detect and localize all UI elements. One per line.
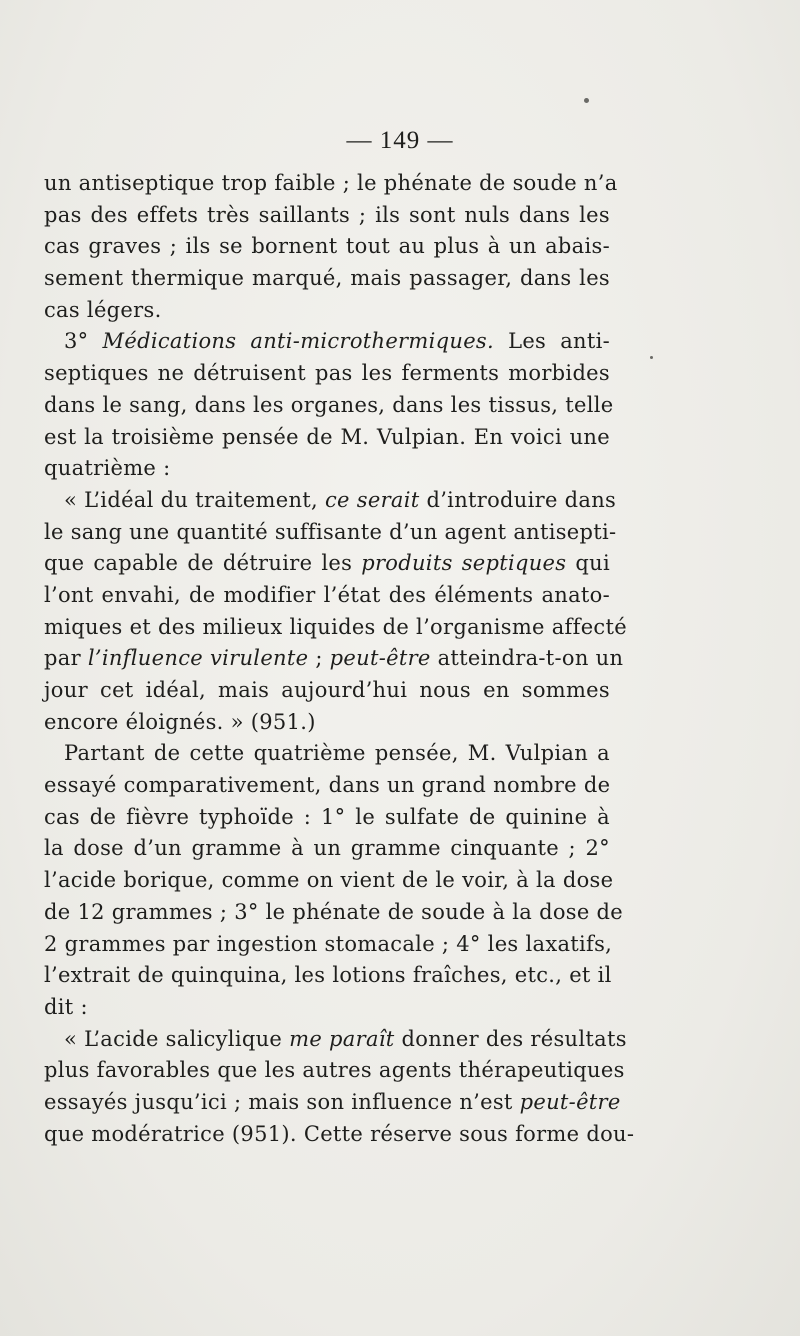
text-run: essayés jusqu’ici ; mais son influence n’est xyxy=(44,1089,520,1114)
page-number: — 149 — xyxy=(346,127,454,154)
italic-text: me paraît xyxy=(289,1026,395,1051)
text-run: essayé comparativement, dans un grand nombre de xyxy=(44,773,611,798)
ink-speck xyxy=(584,98,589,103)
text-run: « L’idéal du traitement, xyxy=(64,487,325,512)
text-run: que capable de détruire les xyxy=(44,551,362,576)
text-run: d’introduire dans xyxy=(419,487,617,512)
text-line xyxy=(44,929,613,961)
text-run: pas des effets très saillants ; ils sont nuls dans les xyxy=(44,202,610,227)
text-run: miques et des milieux liquides de l’organisme affecté xyxy=(44,614,627,639)
text-run: dit : xyxy=(44,994,88,1019)
text-line xyxy=(44,897,624,929)
text-line xyxy=(44,263,610,295)
text-run: de 12 grammes ; 3° le phénate de soude à la dose de xyxy=(44,899,624,924)
text-line xyxy=(44,358,610,390)
text-run: l’ont envahi, de modifier l’état des éléments anato- xyxy=(44,582,610,607)
text-line xyxy=(44,1087,621,1119)
text-line xyxy=(44,548,610,580)
text-run: l’acide borique, comme on vient de le voir, à la dose xyxy=(44,868,614,893)
text-run: plus favorables que les autres agents thérapeutiques xyxy=(44,1058,625,1083)
italic-text: peut-être xyxy=(519,1089,621,1114)
text-line xyxy=(44,453,610,485)
text-run: cas de fièvre typhoïde : 1° le sulfate de quinine à xyxy=(44,804,610,829)
text-line xyxy=(44,390,614,422)
text-run: Partant de cette quatrième pensée, M. Vulpian a xyxy=(64,741,610,766)
text-line xyxy=(44,960,610,992)
italic-text: ce serait xyxy=(325,487,420,512)
text-line xyxy=(44,865,614,897)
text-run: quatrième : xyxy=(44,456,171,481)
text-line xyxy=(44,168,618,200)
text-line xyxy=(44,1024,627,1056)
text-line xyxy=(44,612,627,644)
text-line xyxy=(44,738,610,770)
body-text xyxy=(44,168,635,1150)
text-line xyxy=(44,992,610,1024)
text-line xyxy=(44,1119,635,1151)
text-line xyxy=(44,326,610,358)
italic-text: Médications anti-microthermiques. xyxy=(102,329,494,354)
text-run: par xyxy=(44,646,88,671)
text-run: jour cet idéal, mais aujourd’hui nous en sommes xyxy=(44,678,610,702)
text-line xyxy=(44,200,610,232)
text-run: qui xyxy=(566,551,611,576)
text-run: est la troisième pensée de M. Vulpian. En voici une xyxy=(44,424,610,449)
text-line xyxy=(44,770,610,802)
ink-speck xyxy=(650,356,653,359)
text-run: encore éloignés. » (951.) xyxy=(44,709,316,734)
text-run: 2 grammes par ingestion stomacale ; 4° les laxatifs, xyxy=(44,931,613,956)
text-line xyxy=(44,643,624,675)
text-run: la dose d’un gramme à un gramme cinquante ; 2° xyxy=(44,836,610,861)
text-line xyxy=(44,707,610,739)
text-run: cas graves ; ils se bornent tout au plus à un abais- xyxy=(44,234,610,259)
text-line xyxy=(44,422,610,454)
text-run: que modératrice (951). Cette réserve sous forme dou- xyxy=(44,1121,635,1146)
italic-text: produits septiques xyxy=(361,551,567,576)
text-line xyxy=(44,231,610,263)
text-run: un antiseptique trop faible ; le phénate de soude n’a xyxy=(44,171,618,195)
text-run: le sang une quantité suffisante d’un agent antisepti- xyxy=(44,519,617,544)
text-line xyxy=(44,675,610,707)
text-run: donner des résultats xyxy=(394,1026,627,1051)
text-run: 3° xyxy=(64,329,103,354)
text-line xyxy=(44,1055,625,1087)
text-line xyxy=(44,580,610,612)
text-run: septiques ne détruisent pas les ferments morbides xyxy=(44,361,610,386)
text-line xyxy=(44,295,610,327)
text-run: atteindra-t-on un xyxy=(430,646,624,671)
text-run: dans le sang, dans les organes, dans les tissus, telle xyxy=(44,392,614,417)
italic-text: peut-être xyxy=(329,646,431,671)
text-run: sement thermique marqué, mais passager, dans les xyxy=(44,266,610,291)
text-run: Les anti- xyxy=(493,329,610,354)
text-run: cas légers. xyxy=(44,297,162,322)
text-line xyxy=(44,833,610,865)
text-run: ; xyxy=(308,646,330,671)
text-line xyxy=(44,485,617,517)
text-line xyxy=(44,802,610,834)
text-line xyxy=(44,517,617,549)
text-run: l’extrait de quinquina, les lotions fraîches, etc., et il xyxy=(44,963,612,988)
italic-text: l’influence virulente xyxy=(87,646,309,671)
text-run: « L’acide salicylique xyxy=(64,1026,290,1051)
